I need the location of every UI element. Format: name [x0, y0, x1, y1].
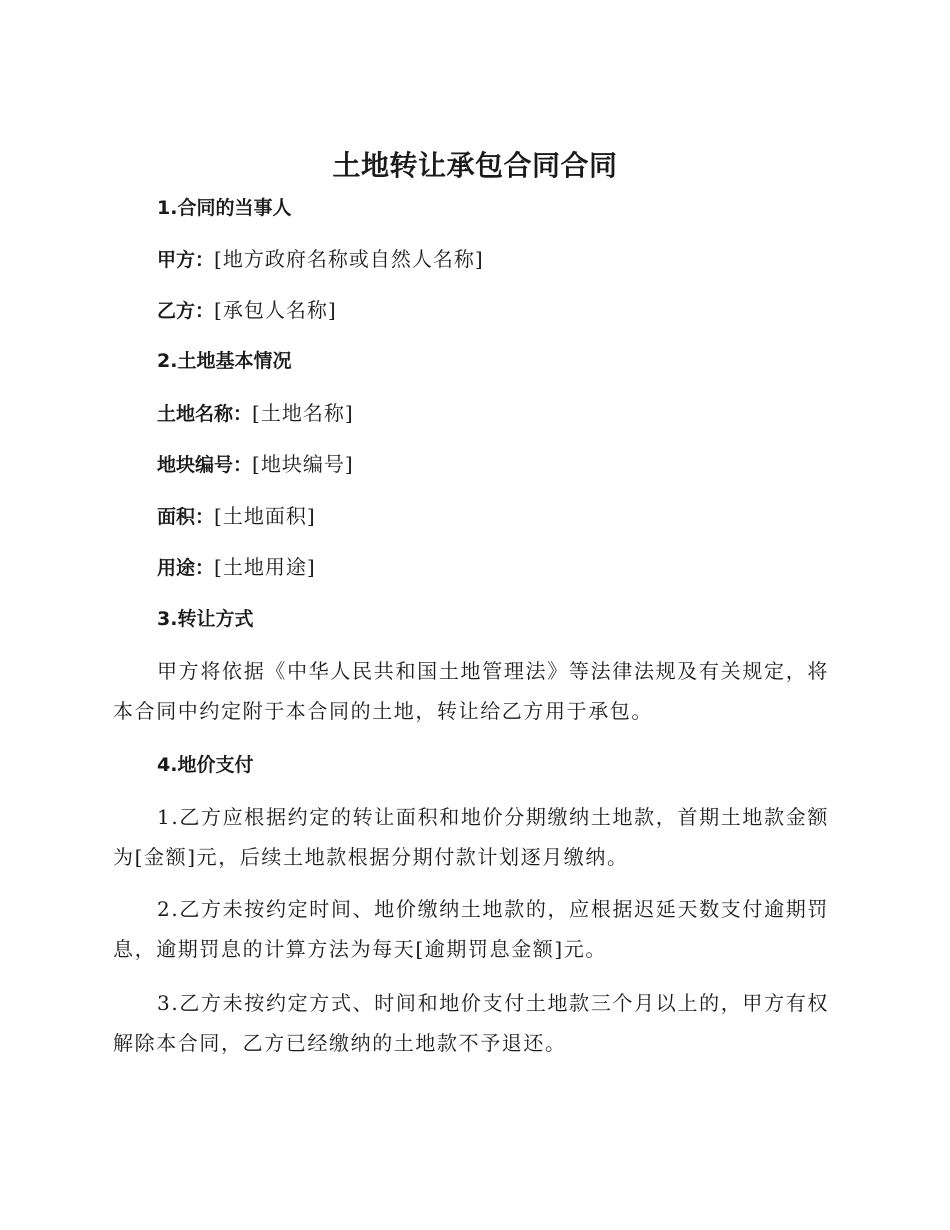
- area-row: [157, 501, 316, 532]
- transfer-method-paragraph: 甲方将依据《中华人民共和国土地管理法》等法律法规及有关规定，将本合同中约定附于本合同的土地，转让给乙方用于承包。: [113, 659, 829, 723]
- plot-number-label: 地块编号：: [157, 454, 253, 476]
- party-b-row: [157, 295, 337, 326]
- area-value: [土地面积]: [214, 504, 316, 528]
- land-name-row: [157, 398, 354, 429]
- usage-row: [157, 552, 316, 583]
- party-a-value: [地方政府名称或自然人名称]: [214, 247, 484, 271]
- section-heading-land-payment: 4.地价支付: [157, 754, 254, 776]
- section-heading-parties: 1.合同的当事人: [157, 197, 292, 219]
- party-a-label: 甲方：: [157, 249, 215, 271]
- plot-number-row: [157, 449, 354, 480]
- land-name-label: 土地名称：: [157, 403, 253, 425]
- usage-value: [土地用途]: [214, 555, 316, 579]
- land-name-value: [土地名称]: [252, 401, 354, 425]
- plot-number-value: [地块编号]: [252, 452, 354, 476]
- area-label: 面积：: [157, 506, 215, 528]
- party-b-label: 乙方：: [157, 300, 215, 322]
- party-a-row: [157, 244, 484, 275]
- payment-item-3: 3.乙方未按约定方式、时间和地价支付土地款三个月以上的，甲方有权解除本合同，乙方已经缴纳的土地款不予退还。: [113, 991, 829, 1055]
- section-heading-transfer-method: 3.转让方式: [157, 608, 254, 630]
- payment-item-2: 2.乙方未按约定时间、地价缴纳土地款的，应根据迟延天数支付逾期罚息，逾期罚息的计算方法为每天[逾期罚息金额]元。: [113, 897, 829, 961]
- party-b-value: [承包人名称]: [214, 298, 337, 322]
- usage-label: 用途：: [157, 557, 215, 579]
- document-title: 土地转让承包合同合同: [332, 149, 618, 182]
- section-heading-land-info: 2.土地基本情况: [157, 350, 292, 372]
- payment-item-1: 1.乙方应根据约定的转让面积和地价分期缴纳土地款，首期土地款金额为[金额]元，后续土地款根据分期付款计划逐月缴纳。: [113, 805, 829, 869]
